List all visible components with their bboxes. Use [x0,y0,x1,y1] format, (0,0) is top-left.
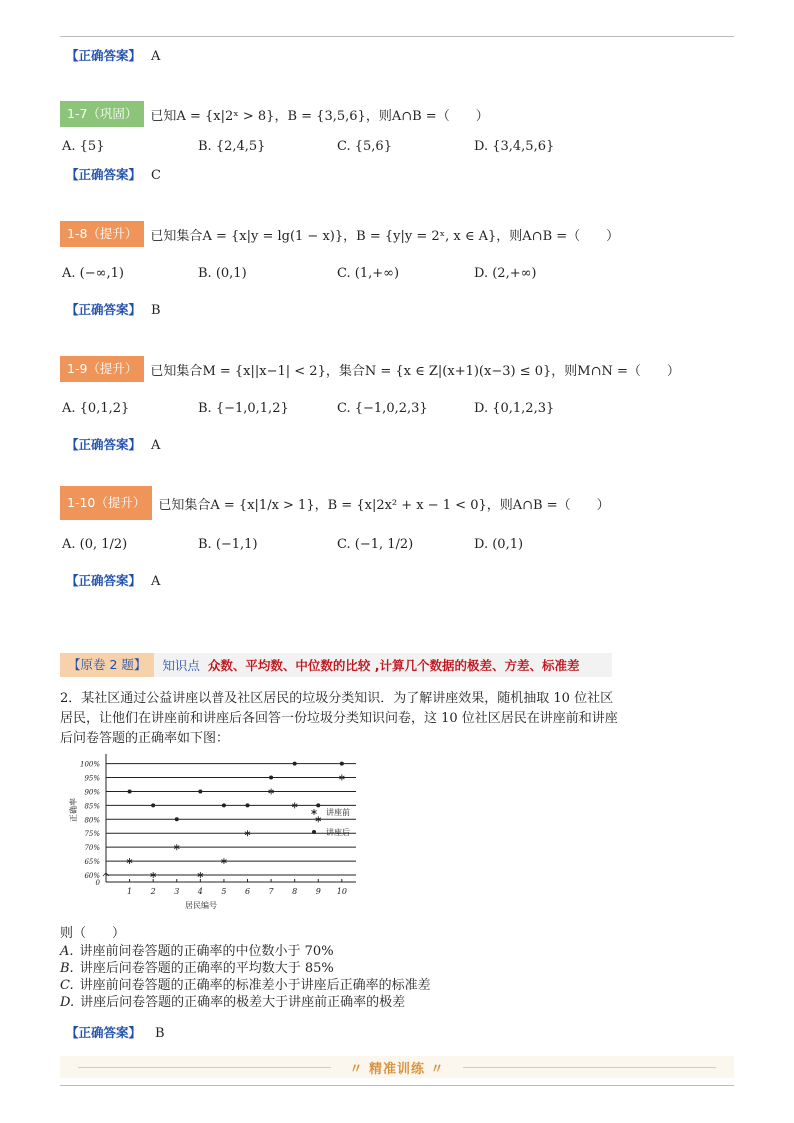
x-tick-label: 1 [127,887,133,896]
x-tick-label: 6 [244,887,251,896]
footer-rule [60,1085,734,1086]
knowledge-point-bar [60,653,612,677]
option-c: C. {5,6} [337,139,392,154]
answer-row [66,165,161,183]
y-tick-label: 100% [79,760,100,769]
answer-label: 【正确答案】 [66,48,142,63]
option-a: A. {0,1,2} [62,401,130,416]
x-tick-label: 2 [150,887,156,896]
y-tick-label: 65% [84,858,100,867]
set-m: M = {x||x−1| < 2} [202,363,326,379]
question-stem: 已知集合M = {x||x−1| < 2}，集合N = {x ∈ Z|(x+1)(x−3) ≤ 0}，则M∩N =（ ） [150,363,680,379]
choice-d: D. 讲座后问卷答题的正确率的极差大于讲座前正确率的极差 [60,995,406,1010]
y-tick-label: 80% [84,816,100,825]
expression: A∩B = [522,228,568,244]
x-axis-label: 居民编号 [185,901,217,910]
answer-label: 【正确答案】 [66,437,142,452]
set-a: A = {x|2ˣ > 8} [176,108,275,124]
data-point-after [316,803,320,807]
y-tick-label: 95% [84,774,100,783]
option-c: C. (1,+∞) [337,266,400,281]
answer-value: A [151,49,161,64]
knowledge-point-value: 众数、平均数、中位数的比较 ,计算几个数据的极差、方差、标准差 [207,658,580,673]
question-badge: 1-8（提升） [60,221,144,247]
expression: A∩B = [391,108,437,124]
answer-row [66,1023,165,1041]
y-tick-label: 75% [84,830,100,839]
answer-row [66,46,160,64]
option-d: D. {0,1,2,3} [474,401,555,416]
option-b: B. (0,1) [198,266,247,281]
x-tick-label: 5 [221,887,227,896]
y-axis-label: 正确率 [69,798,78,822]
question-1-9 [60,356,680,382]
option-c: C. (−1, 1/2) [337,537,414,552]
legend-marker-before [311,809,316,815]
answer-value: A [151,574,161,589]
question-1-7 [60,101,489,127]
x-tick-label: 9 [315,887,321,896]
expression: M∩N = [577,363,628,379]
set-b: B = {x|2x² + x − 1 < 0} [327,497,487,513]
question-1-10 [60,486,610,520]
question-badge: 1-9（提升） [60,356,144,382]
answer-row [66,300,161,318]
question-badge: 1-10（提升） [60,486,152,520]
option-d: D. (0,1) [474,537,524,552]
question-badge: 1-7（巩固） [60,101,144,127]
choice-c: C. 讲座前问卷答题的正确率的标准差小于讲座后正确率的标准差 [60,978,431,993]
option-d: D. (2,+∞) [474,266,537,281]
y-tick-label: 90% [84,788,100,797]
x-tick-label: 8 [292,887,298,896]
set-b: B = {3,5,6} [287,108,366,124]
data-point-after [293,762,297,766]
footer-line-right [463,1067,716,1068]
set-a: A = {x|1/x > 1} [210,497,315,513]
answer-value: B [151,303,161,318]
set-a: A = {x|y = lg(1 − x)} [202,228,344,244]
y-tick-label: 60% [84,872,100,881]
y-tick-label: 85% [84,802,100,811]
y-tick-label: 0 [95,879,100,887]
data-point-after [198,789,202,793]
legend-marker-after [312,830,316,834]
knowledge-point-label: 知识点 [162,658,200,673]
data-point-after [340,762,344,766]
option-a: A. {5} [62,139,105,154]
answer-row [66,571,160,589]
data-point-after [175,817,179,821]
option-d: D. {3,4,5,6} [474,139,555,154]
question-stem: 已知集合A = {x|y = lg(1 − x)}，B = {y|y = 2ˣ, x ∈ A}，则A∩B =（ ） [150,228,620,244]
option-a: A. (0, 1/2) [62,537,128,552]
x-tick-label: 10 [336,887,347,896]
choice-b: B. 讲座后问卷答题的正确率的平均数大于 85% [60,961,334,976]
question-2-stem: 2．某社区通过公益讲座以普及社区居民的垃圾分类知识．为了解讲座效果，随机抽取 10 位社区居民，让他们在讲座前和讲座后各回答一份垃圾分类知识问卷，这 10 位社区居民在讲座前和讲座后问卷答题的正确率如下图： [60,691,618,746]
question-2-then: 则（ ） [60,926,126,941]
y-tick-label: 70% [84,844,100,853]
answer-label: 【正确答案】 [66,167,142,182]
set-b: B = {y|y = 2ˣ, x ∈ A} [356,228,497,244]
question-1-8 [60,221,619,247]
answer-label: 【正确答案】 [66,1025,142,1040]
option-b: B. {2,4,5} [198,139,266,154]
answer-value: B [155,1026,165,1041]
choice-a: A. 讲座前问卷答题的正确率的中位数小于 70% [60,944,334,959]
expression: A∩B = [512,497,558,513]
header-rule [60,36,734,37]
scatter-chart [64,752,364,912]
answer-value: A [151,438,161,453]
x-tick-label: 7 [268,887,274,896]
question-stem: 已知A = {x|2ˣ > 8}，B = {3,5,6}，则A∩B =（ ） [150,108,489,124]
answer-value: C [151,168,161,183]
x-tick-label: 4 [197,887,203,896]
answer-label: 【正确答案】 [66,302,142,317]
data-point-after [128,789,132,793]
data-point-after [246,803,250,807]
option-a: A. (−∞,1) [62,266,124,281]
data-point-after [269,776,273,780]
footer-banner [60,1056,734,1078]
source-tag: 【原卷 2 题】 [60,653,154,677]
x-tick-label: 3 [174,887,180,896]
legend-label: 讲座前 [326,808,350,817]
option-c: C. {−1,0,2,3} [337,401,428,416]
answer-row [66,435,160,453]
footer-label: 〃 精准训练 〃 [349,1061,445,1077]
legend-label: 讲座后 [326,828,350,837]
set-n: N = {x ∈ Z|(x+1)(x−3) ≤ 0} [364,363,552,379]
data-point-after [222,803,226,807]
data-point-after [151,803,155,807]
option-b: B. {−1,0,1,2} [198,401,289,416]
question-stem: 已知集合A = {x|1/x > 1}，B = {x|2x² + x − 1 < 0}，则A∩B =（ ） [158,497,610,513]
footer-line-left [78,1067,331,1068]
answer-label: 【正确答案】 [66,573,142,588]
option-b: B. (−1,1) [198,537,258,552]
